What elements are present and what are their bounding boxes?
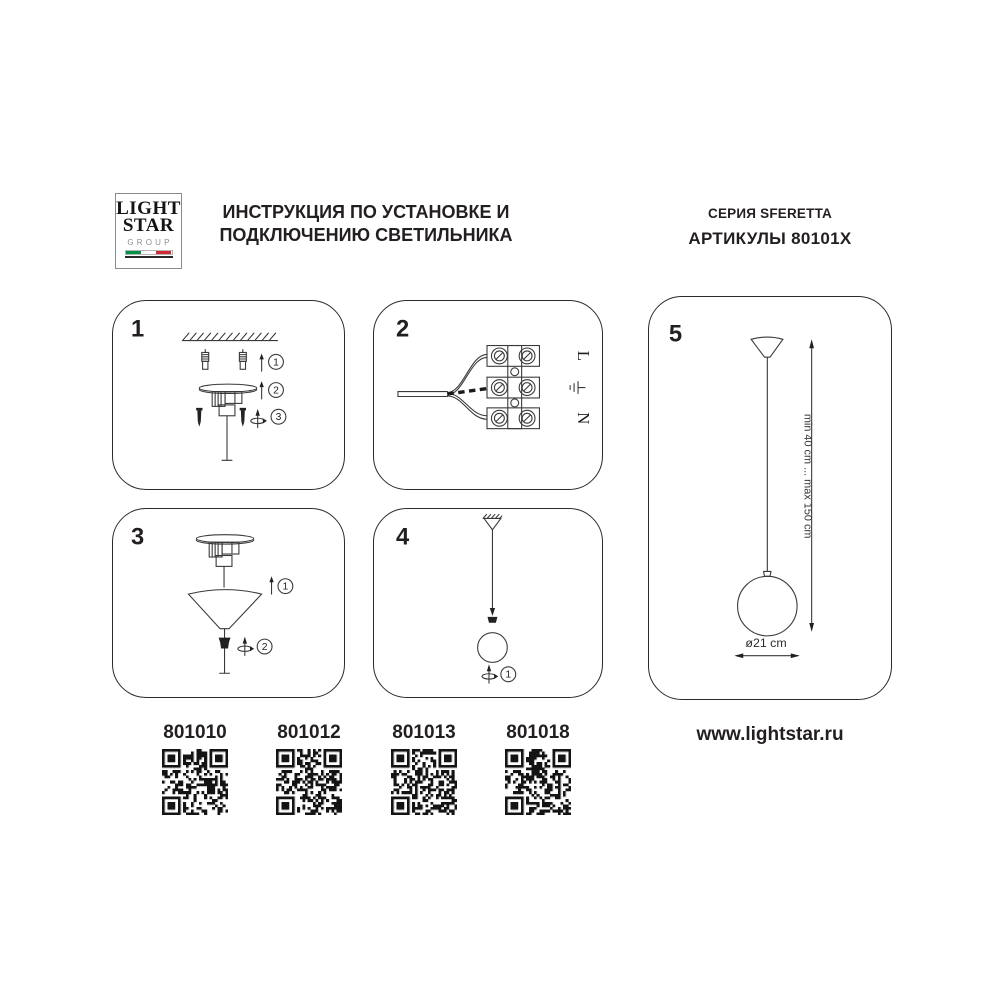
step-marker-2: [257, 639, 272, 654]
article-code: 801012: [277, 722, 341, 743]
svg-text:1: 1: [505, 669, 512, 681]
step-marker-1: [269, 354, 284, 369]
mount-canopy: [196, 535, 253, 567]
article-code: 801013: [392, 722, 456, 743]
series-block: [660, 206, 880, 249]
diameter-label: ø21 cm: [745, 635, 787, 650]
pendant-wire: [222, 416, 232, 461]
flag-underline: [125, 256, 173, 258]
panel-step-4: [373, 508, 603, 698]
panel-1-diagram: [113, 301, 344, 489]
qr-code: [505, 749, 571, 815]
article-column-801013: [374, 722, 474, 820]
pendant-wire-arrow: [488, 530, 498, 623]
svg-text:2: 2: [261, 642, 268, 653]
pendant-wire: [220, 629, 230, 674]
line-terminal-label: L: [574, 350, 594, 362]
qr-code: [162, 749, 228, 815]
article-column-801018: [488, 722, 588, 820]
glass-sphere: [738, 576, 798, 636]
panel-dimensions: [648, 296, 892, 700]
step-marker-2: [269, 383, 284, 398]
ceiling-cone: [751, 337, 783, 357]
flag-white: [141, 251, 156, 254]
series-name: СЕРИЯ SFERETTA: [708, 206, 832, 221]
logo-word-light: LIGHT: [116, 198, 181, 219]
neutral-terminal-label: N: [574, 412, 594, 425]
panel-number: 5: [668, 320, 683, 348]
glass-sphere: [478, 633, 508, 663]
article-code: 801018: [506, 722, 570, 743]
cone-shade: [188, 590, 261, 629]
earth-symbol: [570, 382, 585, 394]
screw: [196, 408, 202, 427]
rotation-icon: [482, 664, 498, 683]
panel-step-2: [373, 300, 603, 490]
sphere-neck: [764, 571, 771, 576]
height-range-label: min 40 cm ... max 150 cm: [801, 413, 814, 539]
title-line-1: ИНСТРУКЦИЯ ПО УСТАНОВКЕ И: [222, 202, 510, 222]
panel-number: 4: [395, 524, 410, 551]
title-line-2: ПОДКЛЮЧЕНИЮ СВЕТИЛЬНИКА: [219, 225, 513, 245]
arrow-up-icon: [259, 381, 263, 399]
logo-word-star: STAR: [122, 215, 175, 236]
panel-number: 2: [395, 316, 410, 343]
rotation-icon: [238, 637, 254, 656]
wall-anchor: [202, 349, 209, 369]
svg-text:1: 1: [273, 357, 279, 369]
earth-wire: [447, 389, 487, 394]
dimension-diameter: [734, 636, 799, 658]
mount-canopy: [199, 384, 256, 416]
panel-5-diagram: [649, 297, 891, 699]
step-marker-1: [278, 579, 293, 594]
qr-code: [276, 749, 342, 815]
wall-anchor: [239, 349, 246, 369]
terminal-block: [487, 346, 539, 429]
lightstar-logo: [115, 193, 182, 269]
svg-text:2: 2: [273, 385, 279, 397]
article-code: 801010: [163, 722, 227, 743]
arrow-up-icon: [269, 576, 273, 594]
panel-3-diagram: [113, 509, 344, 697]
arrow-up-icon: [259, 353, 263, 371]
articles-heading: АРТИКУЛЫ 80101X: [688, 229, 852, 248]
rotation-icon: [251, 409, 267, 428]
terminal-screw: [491, 348, 535, 426]
panel-number: 1: [131, 316, 145, 343]
page-title: [180, 201, 552, 247]
article-column-801010: [145, 722, 245, 820]
power-cable: [398, 354, 487, 419]
dimension-height: [802, 339, 814, 632]
panel-4-diagram: [374, 509, 602, 697]
flag-green: [126, 251, 141, 254]
article-column-801012: [259, 722, 359, 820]
panel-2-diagram: [374, 301, 602, 489]
website-url: www.lightstar.ru: [696, 724, 844, 745]
svg-text:3: 3: [275, 412, 282, 424]
flag-red: [156, 251, 171, 254]
svg-text:1: 1: [282, 581, 289, 593]
screw: [240, 408, 246, 427]
panel-step-1: [112, 300, 345, 490]
panel-step-3: [112, 508, 345, 698]
italian-flag: [125, 250, 173, 255]
ceiling-hatch: [182, 333, 277, 340]
step-marker-1: [501, 667, 516, 682]
cord-grip: [219, 638, 231, 649]
panel-number: 3: [131, 524, 145, 551]
ceiling-cone: [483, 514, 502, 529]
qr-code: [391, 749, 457, 815]
logo-word-group: GROUP: [127, 238, 173, 247]
step-marker-3: [271, 409, 286, 424]
